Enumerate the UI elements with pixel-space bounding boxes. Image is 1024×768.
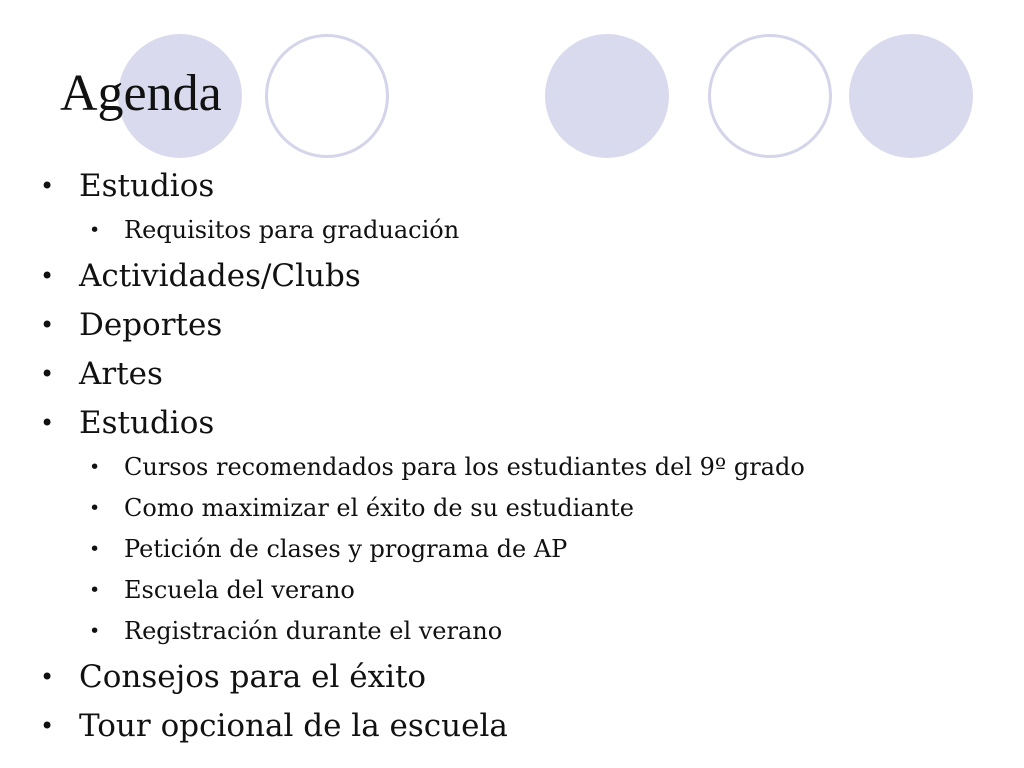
slide-title: Agenda xyxy=(60,65,222,122)
agenda-subitem: • Petición de clases y programa de AP xyxy=(0,532,1024,566)
decorative-filled-circle xyxy=(545,34,669,158)
decorative-filled-circle xyxy=(849,34,973,158)
agenda-item: • Actividades/Clubs xyxy=(0,256,1024,296)
agenda-item: • Estudios xyxy=(0,166,1024,206)
agenda-subitem: • Cursos recomendados para los estudiantes del 9º grado xyxy=(0,450,1024,484)
agenda-subitem: • Registración durante el verano xyxy=(0,614,1024,648)
agenda-item: • Estudios xyxy=(0,403,1024,443)
decorative-outline-circle xyxy=(265,34,389,158)
agenda-item: • Tour opcional de la escuela xyxy=(0,706,1024,746)
decorative-outline-circle xyxy=(708,34,832,158)
agenda-item: • Deportes xyxy=(0,305,1024,345)
agenda-subitem: • Escuela del verano xyxy=(0,573,1024,607)
agenda-item: • Artes xyxy=(0,354,1024,394)
agenda-list xyxy=(0,166,1024,746)
agenda-subitem: • Como maximizar el éxito de su estudiante xyxy=(0,491,1024,525)
agenda-subitem: • Requisitos para graduación xyxy=(0,213,1024,247)
agenda-item: • Consejos para el éxito xyxy=(0,657,1024,697)
